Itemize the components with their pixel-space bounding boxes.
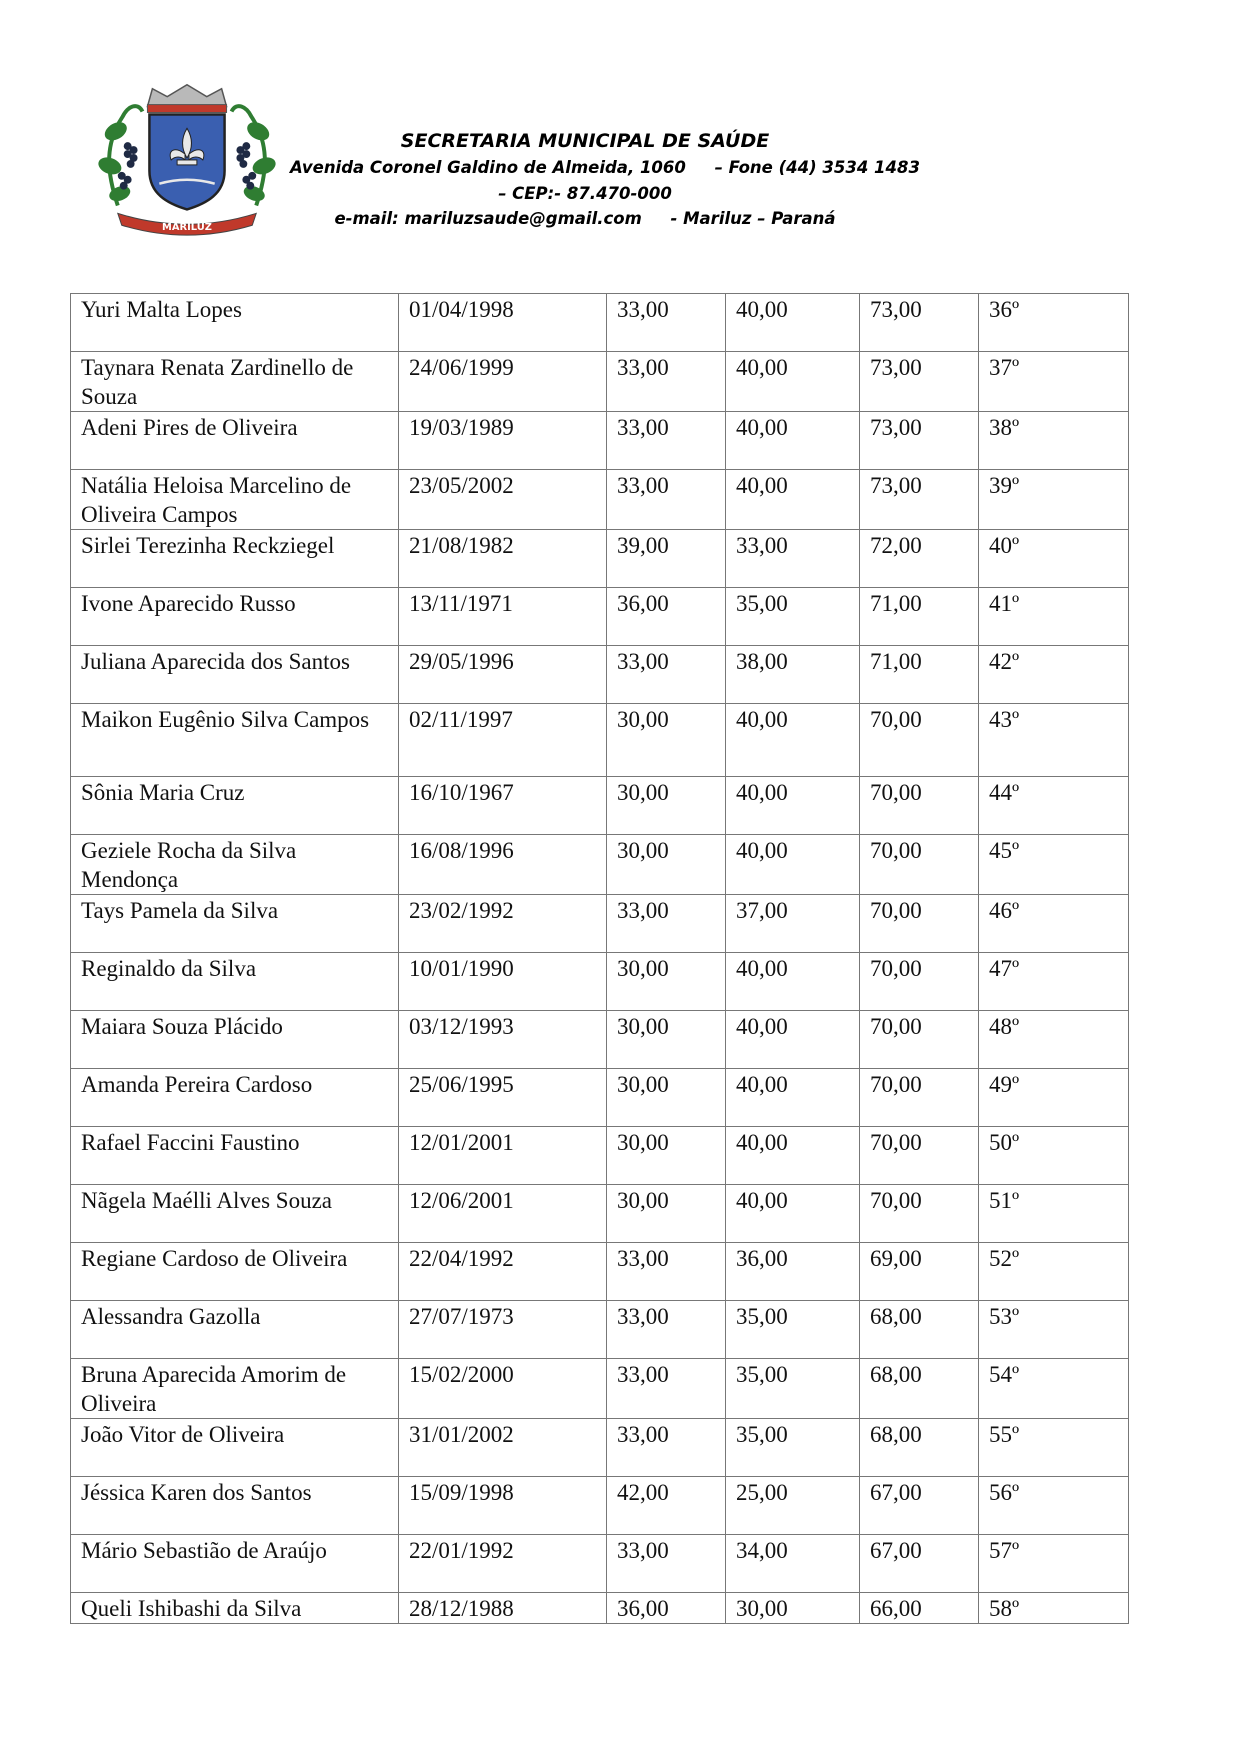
candidate-name-cell: Ivone Aparecido Russo xyxy=(71,588,399,646)
table-row xyxy=(71,530,1129,588)
score-2-cell: 40,00 xyxy=(726,1127,860,1185)
table-row xyxy=(71,704,1129,777)
birth-date-cell: 23/02/1992 xyxy=(399,895,607,953)
candidate-name-cell: Mário Sebastião de Araújo xyxy=(71,1535,399,1593)
score-2-cell: 40,00 xyxy=(726,412,860,470)
score-2-cell: 36,00 xyxy=(726,1243,860,1301)
municipal-crest-logo xyxy=(98,76,276,236)
score-2-cell: 30,00 xyxy=(726,1593,860,1624)
table-row xyxy=(71,588,1129,646)
score-2-cell: 40,00 xyxy=(726,1011,860,1069)
score-2-cell: 40,00 xyxy=(726,470,860,530)
score-1-cell: 30,00 xyxy=(607,953,726,1011)
ranking-position-cell: 54º xyxy=(979,1359,1129,1419)
table-row xyxy=(71,646,1129,704)
ranking-position-cell: 38º xyxy=(979,412,1129,470)
table-row xyxy=(71,953,1129,1011)
score-2-cell: 40,00 xyxy=(726,953,860,1011)
table-row xyxy=(71,294,1129,352)
results-table xyxy=(70,293,1129,1624)
crest-banner-text: MARILUZ xyxy=(162,222,212,234)
candidate-name-cell: Juliana Aparecida dos Santos xyxy=(71,646,399,704)
score-1-cell: 30,00 xyxy=(607,1127,726,1185)
total-score-cell: 68,00 xyxy=(860,1301,979,1359)
table-row xyxy=(71,777,1129,835)
ranking-position-cell: 58º xyxy=(979,1593,1129,1624)
birth-date-cell: 28/12/1988 xyxy=(399,1593,607,1624)
score-1-cell: 33,00 xyxy=(607,1359,726,1419)
total-score-cell: 73,00 xyxy=(860,294,979,352)
candidate-name-cell: Tays Pamela da Silva xyxy=(71,895,399,953)
candidate-name-cell: Regiane Cardoso de Oliveira xyxy=(71,1243,399,1301)
birth-date-cell: 22/04/1992 xyxy=(399,1243,607,1301)
ranking-position-cell: 42º xyxy=(979,646,1129,704)
table-row xyxy=(71,412,1129,470)
score-1-cell: 33,00 xyxy=(607,895,726,953)
total-score-cell: 66,00 xyxy=(860,1593,979,1624)
total-score-cell: 69,00 xyxy=(860,1243,979,1301)
score-2-cell: 40,00 xyxy=(726,1185,860,1243)
birth-date-cell: 15/09/1998 xyxy=(399,1477,607,1535)
score-1-cell: 30,00 xyxy=(607,835,726,895)
ranking-position-cell: 47º xyxy=(979,953,1129,1011)
letterhead-address: Avenida Coronel Galdino de Almeida, 1060 – Fone (44) 3534 1483 xyxy=(290,158,920,177)
score-1-cell: 30,00 xyxy=(607,704,726,777)
results-table-body xyxy=(71,294,1129,1624)
total-score-cell: 70,00 xyxy=(860,953,979,1011)
birth-date-cell: 24/06/1999 xyxy=(399,352,607,412)
total-score-cell: 70,00 xyxy=(860,777,979,835)
candidate-name-cell: Reginaldo da Silva xyxy=(71,953,399,1011)
table-row xyxy=(71,895,1129,953)
score-2-cell: 33,00 xyxy=(726,530,860,588)
table-row xyxy=(71,1419,1129,1477)
birth-date-cell: 29/05/1996 xyxy=(399,646,607,704)
birth-date-cell: 16/08/1996 xyxy=(399,835,607,895)
ranking-position-cell: 53º xyxy=(979,1301,1129,1359)
score-2-cell: 37,00 xyxy=(726,895,860,953)
table-row xyxy=(71,1127,1129,1185)
score-1-cell: 33,00 xyxy=(607,646,726,704)
score-1-cell: 33,00 xyxy=(607,412,726,470)
birth-date-cell: 02/11/1997 xyxy=(399,704,607,777)
birth-date-cell: 12/06/2001 xyxy=(399,1185,607,1243)
table-row xyxy=(71,1535,1129,1593)
ranking-position-cell: 52º xyxy=(979,1243,1129,1301)
birth-date-cell: 25/06/1995 xyxy=(399,1069,607,1127)
total-score-cell: 68,00 xyxy=(860,1359,979,1419)
score-1-cell: 33,00 xyxy=(607,1301,726,1359)
total-score-cell: 70,00 xyxy=(860,1185,979,1243)
total-score-cell: 70,00 xyxy=(860,1069,979,1127)
total-score-cell: 68,00 xyxy=(860,1419,979,1477)
score-2-cell: 40,00 xyxy=(726,294,860,352)
score-1-cell: 33,00 xyxy=(607,294,726,352)
ranking-position-cell: 37º xyxy=(979,352,1129,412)
candidate-name-cell: Geziele Rocha da Silva Mendonça xyxy=(71,835,399,895)
score-1-cell: 30,00 xyxy=(607,777,726,835)
candidate-name-cell: Maikon Eugênio Silva Campos xyxy=(71,704,399,777)
candidate-name-cell: João Vitor de Oliveira xyxy=(71,1419,399,1477)
total-score-cell: 73,00 xyxy=(860,470,979,530)
total-score-cell: 70,00 xyxy=(860,704,979,777)
score-1-cell: 33,00 xyxy=(607,1243,726,1301)
letterhead-contact: e-mail: mariluzsaude@gmail.com - Mariluz – Paraná xyxy=(334,209,836,228)
birth-date-cell: 16/10/1967 xyxy=(399,777,607,835)
score-2-cell: 35,00 xyxy=(726,1419,860,1477)
total-score-cell: 72,00 xyxy=(860,530,979,588)
candidate-name-cell: Sirlei Terezinha Reckziegel xyxy=(71,530,399,588)
ranking-position-cell: 56º xyxy=(979,1477,1129,1535)
score-1-cell: 36,00 xyxy=(607,588,726,646)
birth-date-cell: 12/01/2001 xyxy=(399,1127,607,1185)
total-score-cell: 73,00 xyxy=(860,352,979,412)
table-row xyxy=(71,835,1129,895)
score-2-cell: 35,00 xyxy=(726,1301,860,1359)
score-1-cell: 33,00 xyxy=(607,352,726,412)
score-2-cell: 40,00 xyxy=(726,704,860,777)
score-2-cell: 40,00 xyxy=(726,777,860,835)
ranking-position-cell: 50º xyxy=(979,1127,1129,1185)
ranking-position-cell: 51º xyxy=(979,1185,1129,1243)
candidate-name-cell: Natália Heloisa Marcelino de Oliveira Campos xyxy=(71,470,399,530)
score-2-cell: 40,00 xyxy=(726,835,860,895)
birth-date-cell: 27/07/1973 xyxy=(399,1301,607,1359)
table-row xyxy=(71,1301,1129,1359)
score-1-cell: 39,00 xyxy=(607,530,726,588)
score-1-cell: 30,00 xyxy=(607,1069,726,1127)
birth-date-cell: 10/01/1990 xyxy=(399,953,607,1011)
birth-date-cell: 22/01/1992 xyxy=(399,1535,607,1593)
candidate-name-cell: Sônia Maria Cruz xyxy=(71,777,399,835)
score-1-cell: 33,00 xyxy=(607,1419,726,1477)
candidate-name-cell: Adeni Pires de Oliveira xyxy=(71,412,399,470)
score-2-cell: 34,00 xyxy=(726,1535,860,1593)
score-1-cell: 30,00 xyxy=(607,1011,726,1069)
candidate-name-cell: Jéssica Karen dos Santos xyxy=(71,1477,399,1535)
candidate-name-cell: Bruna Aparecida Amorim de Oliveira xyxy=(71,1359,399,1419)
score-2-cell: 38,00 xyxy=(726,646,860,704)
birth-date-cell: 19/03/1989 xyxy=(399,412,607,470)
ranking-position-cell: 45º xyxy=(979,835,1129,895)
birth-date-cell: 03/12/1993 xyxy=(399,1011,607,1069)
table-row xyxy=(71,1243,1129,1301)
ranking-position-cell: 44º xyxy=(979,777,1129,835)
total-score-cell: 70,00 xyxy=(860,895,979,953)
total-score-cell: 71,00 xyxy=(860,588,979,646)
score-2-cell: 35,00 xyxy=(726,588,860,646)
total-score-cell: 67,00 xyxy=(860,1477,979,1535)
table-row xyxy=(71,1359,1129,1419)
ranking-position-cell: 49º xyxy=(979,1069,1129,1127)
score-1-cell: 36,00 xyxy=(607,1593,726,1624)
score-1-cell: 33,00 xyxy=(607,1535,726,1593)
ranking-position-cell: 48º xyxy=(979,1011,1129,1069)
candidate-name-cell: Maiara Souza Plácido xyxy=(71,1011,399,1069)
table-row xyxy=(71,470,1129,530)
table-row xyxy=(71,1477,1129,1535)
ranking-position-cell: 43º xyxy=(979,704,1129,777)
ranking-position-cell: 55º xyxy=(979,1419,1129,1477)
candidate-name-cell: Queli Ishibashi da Silva xyxy=(71,1593,399,1624)
total-score-cell: 70,00 xyxy=(860,1127,979,1185)
letterhead-cep: – CEP:- 87.470-000 xyxy=(498,183,672,203)
total-score-cell: 67,00 xyxy=(860,1535,979,1593)
birth-date-cell: 15/02/2000 xyxy=(399,1359,607,1419)
letterhead-title: SECRETARIA MUNICIPAL DE SAÚDE xyxy=(400,130,770,152)
birth-date-cell: 31/01/2002 xyxy=(399,1419,607,1477)
score-2-cell: 40,00 xyxy=(726,352,860,412)
table-row xyxy=(71,1011,1129,1069)
table-row xyxy=(71,1185,1129,1243)
candidate-name-cell: Taynara Renata Zardinello de Souza xyxy=(71,352,399,412)
score-1-cell: 30,00 xyxy=(607,1185,726,1243)
score-1-cell: 33,00 xyxy=(607,470,726,530)
ranking-position-cell: 57º xyxy=(979,1535,1129,1593)
table-row xyxy=(71,352,1129,412)
candidate-name-cell: Alessandra Gazolla xyxy=(71,1301,399,1359)
table-row xyxy=(71,1593,1129,1624)
candidate-name-cell: Yuri Malta Lopes xyxy=(71,294,399,352)
score-2-cell: 40,00 xyxy=(726,1069,860,1127)
ranking-position-cell: 40º xyxy=(979,530,1129,588)
letterhead xyxy=(290,128,920,232)
candidate-name-cell: Nãgela Maélli Alves Souza xyxy=(71,1185,399,1243)
candidate-name-cell: Amanda Pereira Cardoso xyxy=(71,1069,399,1127)
birth-date-cell: 23/05/2002 xyxy=(399,470,607,530)
total-score-cell: 70,00 xyxy=(860,835,979,895)
ranking-position-cell: 46º xyxy=(979,895,1129,953)
table-row xyxy=(71,1069,1129,1127)
candidate-name-cell: Rafael Faccini Faustino xyxy=(71,1127,399,1185)
total-score-cell: 71,00 xyxy=(860,646,979,704)
ranking-position-cell: 36º xyxy=(979,294,1129,352)
ranking-position-cell: 41º xyxy=(979,588,1129,646)
birth-date-cell: 21/08/1982 xyxy=(399,530,607,588)
total-score-cell: 70,00 xyxy=(860,1011,979,1069)
score-1-cell: 42,00 xyxy=(607,1477,726,1535)
birth-date-cell: 13/11/1971 xyxy=(399,588,607,646)
total-score-cell: 73,00 xyxy=(860,412,979,470)
score-2-cell: 35,00 xyxy=(726,1359,860,1419)
score-2-cell: 25,00 xyxy=(726,1477,860,1535)
ranking-position-cell: 39º xyxy=(979,470,1129,530)
birth-date-cell: 01/04/1998 xyxy=(399,294,607,352)
